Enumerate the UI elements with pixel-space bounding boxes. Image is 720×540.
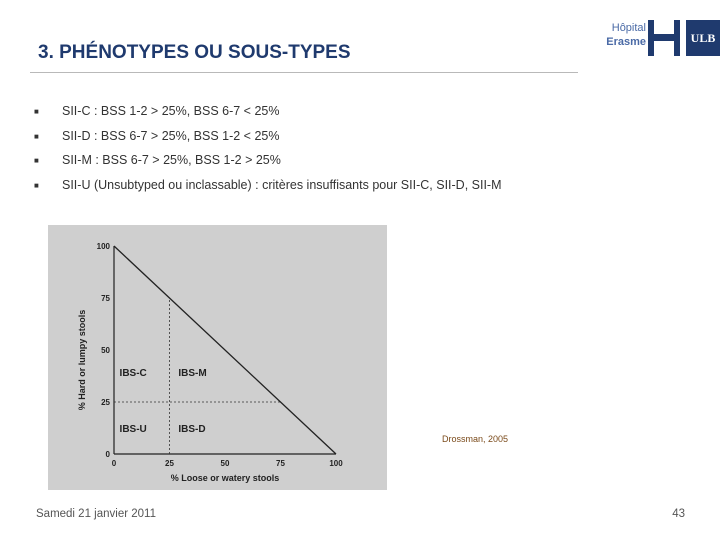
chart-source: Drossman, 2005: [442, 434, 509, 444]
series-line: [114, 246, 336, 454]
x-axis-label: % Loose or watery stools: [170, 473, 280, 483]
ulb-badge: ULB: [686, 20, 720, 56]
y-tick-label: 50: [101, 346, 110, 355]
y-axis-label: % Hard or lumpy stools: [77, 309, 87, 411]
bullet-square-icon: ■: [34, 107, 39, 116]
logo-text-line1: Hôpital: [611, 22, 646, 34]
y-tick-label: 25: [101, 398, 110, 407]
y-tick-label: 0: [105, 450, 110, 459]
hospital-cross-icon: [648, 20, 682, 58]
x-tick-label: 75: [276, 459, 285, 468]
region-label: IBS-M: [178, 368, 207, 379]
x-tick-label: 50: [220, 459, 230, 468]
bullet-text: SII-M : BSS 6-7 > 25%, BSS 1-2 > 25%: [62, 153, 281, 167]
slide-title: 3. PHÉNOTYPES OU SOUS-TYPES: [38, 42, 351, 63]
title-divider: [30, 72, 578, 73]
page-number: 43: [672, 508, 685, 520]
x-tick-label: 25: [165, 459, 174, 468]
x-tick-label: 0: [111, 459, 117, 468]
y-tick-label: 75: [101, 294, 110, 303]
logo-text-line2: Erasme: [606, 36, 646, 48]
ibs-subtype-chart: [48, 225, 387, 490]
bullet-square-icon: ■: [34, 131, 39, 141]
bullet-text: SII-C : BSS 1-2 > 25%, BSS 6-7 < 25%: [62, 104, 280, 118]
region-label: IBS-U: [119, 424, 147, 436]
bullet-text: SII-D : BSS 6-7 > 25%, BSS 1-2 < 25%: [62, 128, 280, 143]
bullet-square-icon: ■: [34, 180, 39, 190]
hopital-erasme-ulb-logo: [602, 18, 720, 60]
region-label: IBS-C: [119, 368, 147, 379]
footer-date: Samedi 21 janvier 2011: [36, 508, 156, 520]
chart-svg: [48, 225, 387, 490]
bullet-square-icon: ■: [34, 156, 39, 165]
region-label: IBS-D: [178, 424, 206, 436]
bullet-text: SII-U (Unsubtyped ou inclassable) : critères insuffisants pour SII-C, SII-D, SII-M: [62, 177, 502, 192]
x-tick-label: 100: [329, 459, 343, 468]
y-tick-label: 100: [96, 242, 110, 251]
